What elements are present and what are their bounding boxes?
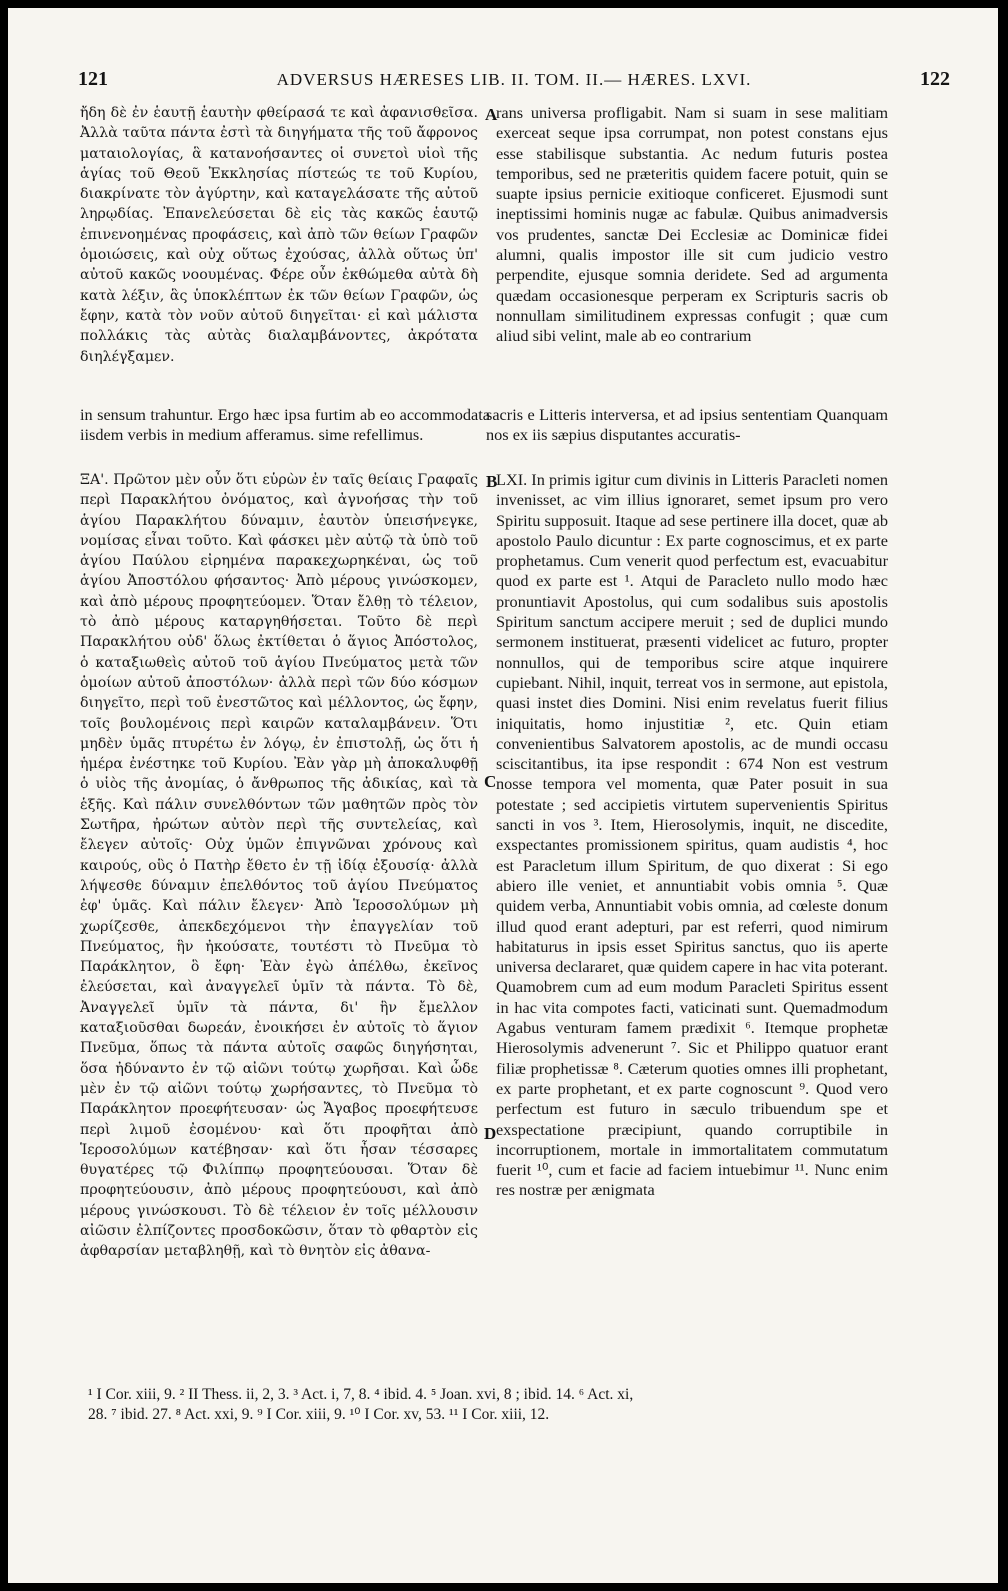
- greek-column-main: [80, 470, 478, 1262]
- footnotes: [88, 1385, 888, 1425]
- document-page: [8, 8, 998, 1583]
- latin-column-main: [496, 470, 888, 1201]
- page-number-left: 121: [78, 68, 108, 90]
- latin-spanning-right: [486, 405, 888, 446]
- section-marker-d: D: [484, 1124, 497, 1143]
- latin-paragraph-top: rans universa profligabit. Nam si suam in sese malitiam exerceat seque ipsa corrumpat, non potest constans ejus esse stabilisque substantia. Ac nedum futuris postea temporibus, sed ne præteritis quidem facere potuit, quin se suapte ipsius pernicie exitioque conficeret. Ejusmodi sunt ineptissimi hominis nugæ ac fabulæ. Quibus animadversis vos prudentes, sanctæ Dei Ecclesiæ ac Dominicæ fidei alumni, qualis impostor ille sit cum judicio vestro perpendite, ejusque somnia deridete. Sed ad argumenta quædam occasionesque perperam ex Scripturis sacris ob nonnullam similitudinem expressas confugit ; quæ cum aliud sibi velint, male ab eo contrarium: [496, 103, 888, 346]
- span-right-text: sacris e Litteris interversa, et ad ipsius sententiam Quanquam nos ex iis sæpius disputantes accuratis-: [486, 405, 888, 445]
- greek-column-top: [80, 103, 478, 367]
- greek-paragraph-main: ΞΑ'. Πρῶτον μὲν οὖν ὅτι εὑρὼν ἐν ταῖς θείαις Γραφαῖς περὶ Παρακλήτου ὀνόματος, καὶ ἀγνοήσας τὴν τοῦ ἁγίου Παρακλήτου δύναμιν, ἑαυτὸν ὑπεισήνεγκε, νομίσας εἶναι τοῦτο. Καὶ φάσκει μὲν αὐτῷ τὰ ὑπὸ τοῦ ἁγίου Παύλου εἰρημένα παρακεχωρηκέναι, ὡς τοῦ ἁγίου Ἀποστόλου φήσαντος· Ἀπὸ μέρους γινώσκομεν, καὶ ἀπὸ μέρους προφητεύομεν. Ὅταν ἔλθῃ τὸ τέλειον, τὸ ἀπὸ μέρους καταργηθήσεται. Τοῦτο δὲ περὶ Παρακλήτου οὐδ' ὅλως ἐκτίθεται ὁ ἅγιος Ἀπόστολος, ὁ καταξιωθεὶς αὐτοῦ τοῦ ἁγίου Πνεύματος μετὰ τῶν ὁμοίων αὐτοῦ ἀποστόλων· ἀλλὰ περὶ τῶν δύο κόσμων διηγεῖτο, περὶ τοῦ ἐνεστῶτος καὶ μέλλοντος, ὡς ἔφην, τοῖς βουλομένοις περὶ καιρῶν καταλαμβάνειν. Ὅτι μηδὲν ὑμᾶς πτυρέτω ἐν λόγῳ, ἐν ἐπιστολῇ, ὡς ὅτι ἡ ἡμέρα ἐνέστηκε τοῦ Κυρίου. Ἐὰν γὰρ μὴ ἀποκαλυφθῇ ὁ υἱὸς τῆς ἀνομίας, ὁ ἄνθρωπος τῆς ἀδικίας, καὶ τὰ ἑξῆς. Καὶ πάλιν συνελθόντων τῶν μαθητῶν πρὸς τὸν Σωτῆρα, ἠρώτων αὐτὸν περὶ τῆς συντελείας, καὶ ἔλεγεν αὐτοῖς· Οὐχ ὑμῶν ἐπιγνῶναι χρόνους καὶ καιρούς, οὓς ὁ Πατὴρ ἔθετο ἐν τῇ ἰδίᾳ ἐξουσίᾳ· ἀλλὰ λήψεσθε δύναμιν ἐπελθόντος τοῦ ἁγίου Πνεύματος ἐφ' ὑμᾶς. Καὶ πάλιν ἔλεγεν· Ἀπὸ Ἱεροσολύμων μὴ χωρίζεσθε, ἀπεκδεχόμενοι τὴν ἐπαγγελίαν τοῦ Πνεύματος, ἣν ἠκούσατε, τουτέστι τὸ Πνεῦμα τὸ Παράκλητον, ὃ ἔφη· Ἐὰν ἐγὼ ἀπέλθω, ἐκεῖνος ἐλεύσεται, καὶ ἀναγγελεῖ ὑμῖν τὰ πάντα. Τὸ δὲ, Ἀναγγελεῖ ὑμῖν τὰ πάντα, δι' ἣν ἔμελλον καταξιοῦσθαι δωρεάν, ἐνοικήσει ἐν αὐτοῖς τὸ ἅγιον Πνεῦμα, ὅπως τὰ πάντα αὐτοῖς σαφῶς διηγήσηται, ὅσα ἠδύναντο ἐν τῷ αἰῶνι τούτῳ χωρῆσαι. Καὶ ὧδε μὲν ἐν τῷ αἰῶνι τούτῳ χωρήσαντες, τὸ Πνεῦμα τὸ Παράκλητον προεφήτευσαν· ὡς Ἄγαβος προεφήτευσε περὶ λιμοῦ ἐσομένου· καὶ ὅτι προφῆται ἀπὸ Ἱεροσολύμων κατέβησαν· καὶ ὅτι ἦσαν τέσσαρες θυγατέρες τῷ Φιλίππῳ προφητεύουσαι. Ὅταν δὲ προφητεύουσιν, ἀπὸ μέρους προφητεύουσι, καὶ ἀπὸ μέρους γινώσκουσι. Τὸ δὲ τέλειον ἐν τοῖς μέλλουσιν αἰῶσιν ἐλπίζοντες προσδοκῶσιν, ὅταν τὸ φθαρτὸν εἰς ἀφθαρσίαν μεταβληθῇ, καὶ τὸ θνητὸν εἰς ἀθανα-: [80, 472, 478, 1260]
- footnote-line-1: ¹ I Cor. xiii, 9. ² II Thess. ii, 2, 3. ³ Act. i, 7, 8. ⁴ ibid. 4. ⁵ Joan. xvi, 8 ; ibid. 14. ⁶ Act. xi,: [88, 1386, 634, 1403]
- section-marker-b: B: [486, 472, 498, 491]
- running-title: ADVERSUS HÆRESES LIB. II. TOM. II.— HÆRES. LXVI.: [276, 70, 752, 89]
- span-left-text: in sensum trahuntur. Ergo hæc ipsa furtim ab eo accommodata iisdem verbis in medium afferamus. sime refellimus.: [80, 405, 490, 445]
- page-number-right: 122: [920, 68, 950, 90]
- running-header: [78, 68, 950, 98]
- latin-column-top: [496, 103, 888, 347]
- greek-paragraph-top: ἤδη δὲ ἐν ἑαυτῇ ἑαυτὴν φθείρασά τε καὶ ἀφανισθεῖσα. Ἀλλὰ ταῦτα πάντα ἐστὶ τὰ διηγήματα τῆς τοῦ ἄφρονος ματαιολογίας, ἃ κατανοήσαντες οἱ συνετοὶ υἱοὶ τῆς ἁγίας τοῦ Θεοῦ Ἐκκλησίας πίστεώς τε τοῦ Κυρίου, διακρίνατε τὸν ἀγύρτην, καὶ καταγελάσατε τῆς αὐτοῦ ληρῳδίας. Ἐπανελεύσεται δὲ εἰς τὰς κακῶς ἑαυτῷ ἐπινενοημένας προφάσεις, καὶ ἀπὸ τῶν θείων Γραφῶν ὁμοιώσεις, καὶ οὐχ οὕτως ἐχούσας, ἀλλὰ οὕτως ὑπ' αὐτοῦ κακῶς νοουμένας. Φέρε οὖν ἐκθώμεθα αὐτὰ δὴ κατὰ λέξιν, ἃς ὑποκλέπτων ἐκ τῶν θείων Γραφῶν, ὡς ἔφην, κατὰ τὸν νοῦν αὐτοῦ διηγεῖται· εἰ καὶ μάλιστα πολλάκις τὰς αὐτὰς διαλαμβάνοντες, ἀκρότατα διηλέγξαμεν.: [80, 105, 478, 365]
- section-marker-a: A: [485, 105, 498, 124]
- latin-paragraph-main: LXI. In primis igitur cum divinis in Litteris Paracleti nomen invenisset, ac vim illius ignoraret, semet ipsum pro vero Spiritu supposuit. Itaque ad sese pertinere illa docet, quæ ab apostolo Paulo dicuntur : Ex parte cognoscimus, et ex parte prophetamus. Cum venerit quod perfectum est, evacuabitur quod ex parte est ¹. Atqui de Paracleto nullo modo hæc pronuntiavit Apostolus, qui cum sodalibus suis apostolis Spiritum sanctum accipere meruit ; sed de duplici mundo sermonem instituerat, præsenti videlicet ac futuro, propter nonnullos, qui de temporibus scire atque inquirere cupiebant. Nihil, inquit, terreat vos in sermone, aut epistola, quasi instet dies Domini. Nisi enim revelatus fuerit filius iniquitatis, homo injustitiæ ², etc. Quin etiam convenientibus Salvatorem apostolis, ac de mundi occasu sciscitantibus, ita ipse respondit : 674 Non est vestrum nosse tempora vel momenta, quæ Pater posuit in sua potestate ; sed accipietis virtutem supervenientis Spiritus sancti in vos ³. Item, Hierosolymis, inquit, ne discedite, exspectantes promissionem spiritus, quam audistis ⁴, hoc est Paracletum illum Spiritum, de quo dixerat : Si ego abiero ille veniet, et annuntiabit vobis omnia ⁵. Quæ quidem verba, Annuntiabit vobis omnia, ad cœleste donum illud quod erant adepturi, par est referri, quod nimirum habitaturus in ipsis esset Spiritus sanctus, quo iis aperte universa declararet, quæ quidem capere in hac vita poterant. Quamobrem cum ad eum modum Paracleti Spiritus essent in hac vita compotes facti, vaticinati sunt. Quemadmodum Agabus venturam famem prædixit ⁶. Itemque prophetæ Hierosolymis advenerunt ⁷. Sic et Philippo quatuor erant filiæ prophetissæ ⁸. Cæterum quoties omnes illi prophetant, ex parte prophetant, et ex parte cognoscunt ⁹. Quod vero perfectum est futuro in sæculo tribuendum spe et exspectatione præcipiunt, quando corruptibile in incorruptionem, mortale in immortalitatem commutatum fuerit ¹⁰, cum et facie ad faciem intuebimur ¹¹. Nunc enim res nostræ per ænigmata: [496, 470, 888, 1200]
- latin-spanning-left: [80, 405, 490, 446]
- section-marker-c: C: [484, 772, 497, 791]
- footnote-line-2: 28. ⁷ ibid. 27. ⁸ Act. xxi, 9. ⁹ I Cor. xiii, 9. ¹⁰ I Cor. xv, 53. ¹¹ I Cor. xiii, 12.: [88, 1406, 550, 1423]
